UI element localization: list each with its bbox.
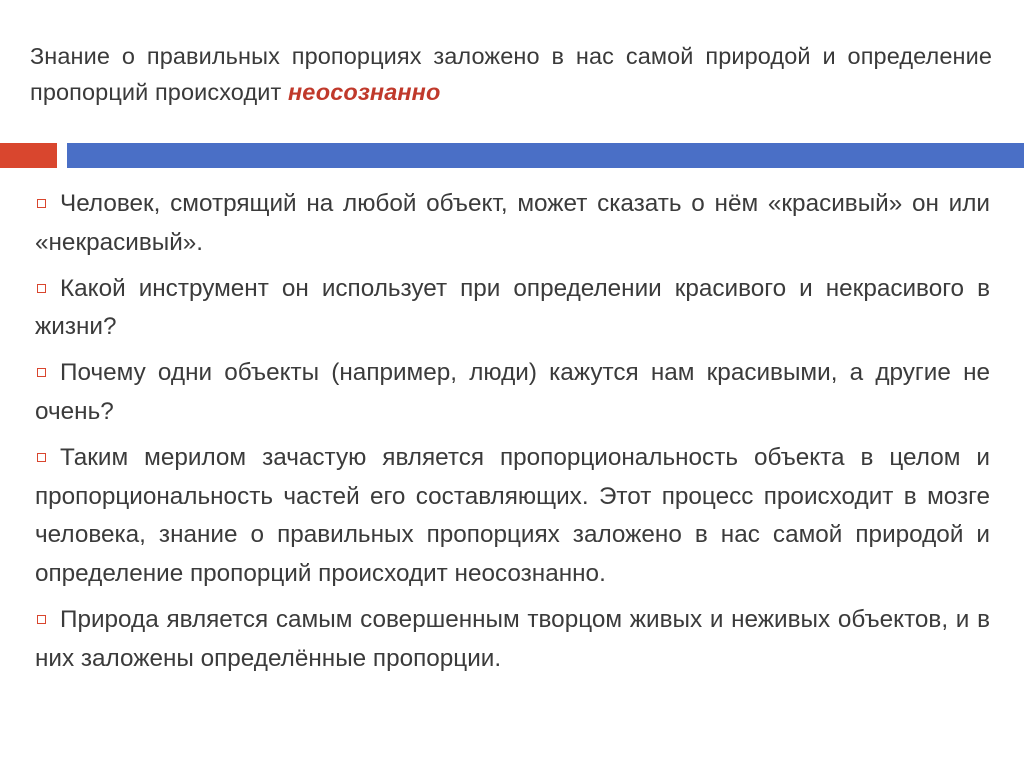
slide-title bbox=[30, 38, 992, 110]
bullet-item bbox=[35, 439, 990, 594]
title-divider-bar bbox=[0, 143, 1024, 168]
bullet-text: Природа является самым совершенным творцом живых и неживых объектов, и в них заложены определённые пропорции. bbox=[35, 605, 990, 672]
bullet-text: Почему одни объекты (например, люди) кажутся нам красивыми, а другие не очень? bbox=[35, 359, 990, 425]
hollow-square-icon bbox=[37, 368, 46, 377]
divider-red-block bbox=[0, 143, 57, 168]
hollow-square-icon bbox=[37, 284, 46, 293]
hollow-square-icon bbox=[37, 615, 46, 624]
bullet-item bbox=[35, 601, 990, 679]
hollow-square-icon bbox=[37, 453, 46, 462]
slide-title-text: Знание о правильных пропорциях заложено в нас самой природой и определение пропорций происходит bbox=[30, 43, 992, 105]
bullet-text: Таким мерилом зачастую является пропорциональность объекта в целом и пропорциональность частей его составляющих. Этот процесс происходит в мозге человека, знание о правильных пропорциях заложено в нас самой природой и определение пропорций происходит неосознанно. bbox=[35, 443, 990, 588]
bullet-item bbox=[35, 185, 990, 263]
hollow-square-icon bbox=[37, 199, 46, 208]
bullet-item bbox=[35, 354, 990, 432]
divider-blue-block bbox=[67, 143, 1024, 168]
bullet-text: Человек, смотрящий на любой объект, может сказать о нём «красивый» он или «некрасивый». bbox=[35, 190, 990, 256]
bullet-item bbox=[35, 270, 990, 348]
slide-title-accent: неосознанно bbox=[287, 79, 441, 105]
bullet-list bbox=[35, 185, 990, 686]
bullet-text: Какой инструмент он использует при определении красивого и некрасивого в жизни? bbox=[35, 274, 990, 341]
